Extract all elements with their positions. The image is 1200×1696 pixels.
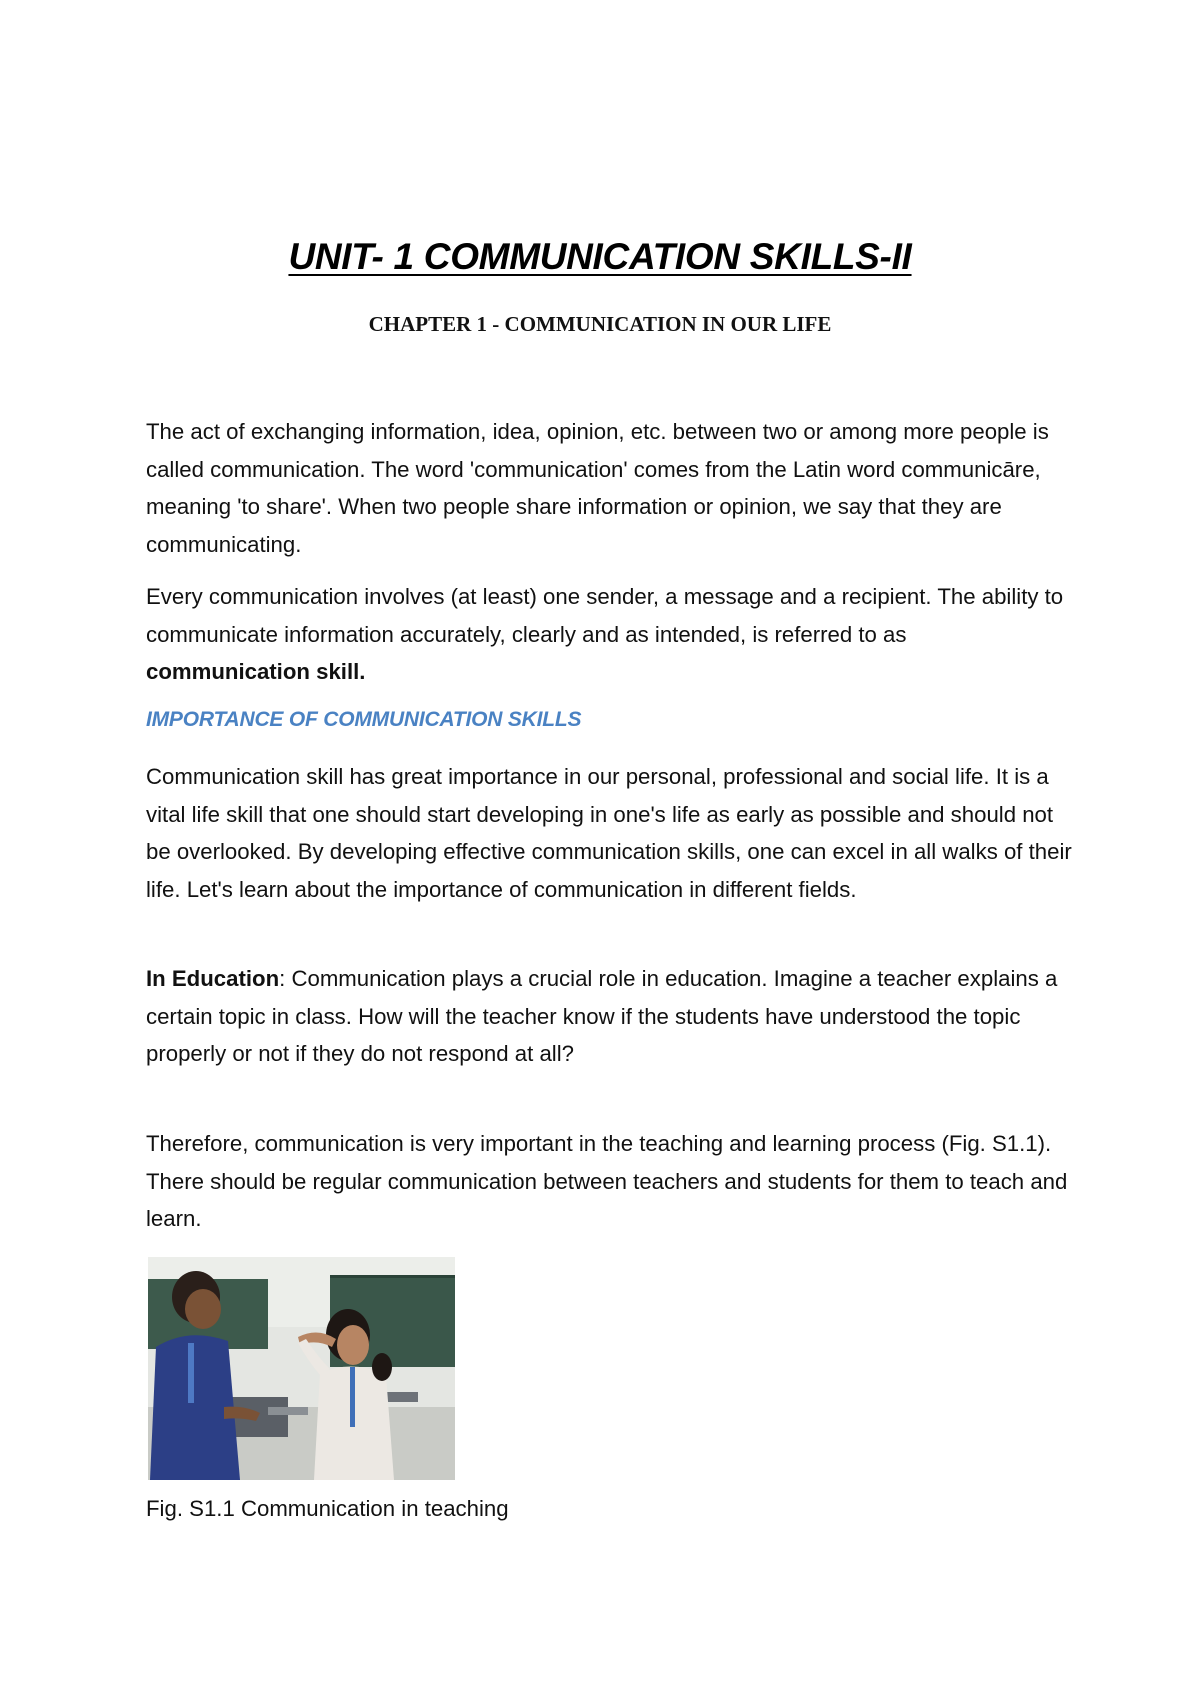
figure-caption: Fig. S1.1 Communication in teaching	[146, 1496, 509, 1521]
importance-heading: IMPORTANCE OF COMMUNICATION SKILLS	[146, 708, 582, 731]
paragraph-definition: The act of exchanging information, idea, opinion, etc. between two or among more people is called communication. The word 'communication' comes from the Latin word communicāre, meaning 'to share'. When two people share information or opinion, we say that they are communicating.	[146, 419, 1049, 557]
unit-title: UNIT- 1 COMMUNICATION SKILLS-II	[288, 236, 912, 277]
paragraph-text: Every communication involves (at least) one sender, a message and a recipient. The ability to communicate information accurately, clearly and as intended, is referred to as	[146, 584, 1064, 647]
bold-term: communication skill.	[146, 659, 366, 684]
paragraph-education	[146, 960, 1076, 1073]
paragraph-communication-skill	[146, 578, 1076, 691]
paragraph-text: : Communication plays a crucial role in education. Imagine a teacher explains a certain topic in class. How will the teacher know if the students have understood the topic properly or not if they do not respond at all?	[146, 966, 1058, 1066]
bold-term: In Education	[146, 966, 280, 991]
chapter-title: CHAPTER 1 - COMMUNICATION IN OUR LIFE	[368, 312, 832, 336]
paragraph-teaching: Therefore, communication is very important in the teaching and learning process (Fig. S1.1). There should be regular communication between teachers and students for them to teach and learn.	[146, 1131, 1068, 1231]
classroom-photo	[148, 1257, 455, 1480]
paragraph-importance: Communication skill has great importance in our personal, professional and social life. It is a vital life skill that one should start developing in one's life as early as possible and should not be overlooked. By developing effective communication skills, one can excel in all walks of their life. Let's learn about the importance of communication in different fields.	[146, 764, 1072, 902]
